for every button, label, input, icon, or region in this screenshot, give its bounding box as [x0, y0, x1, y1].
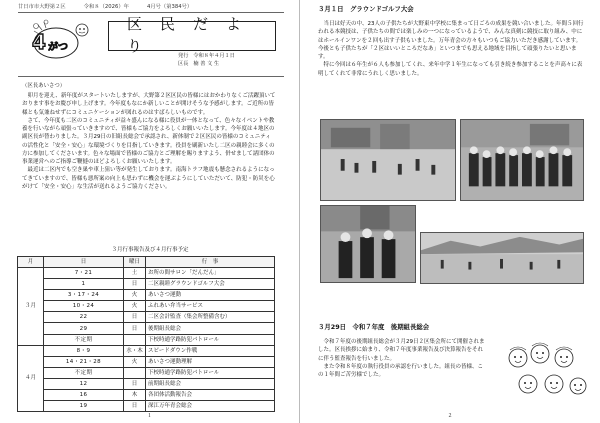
- cell-day: 19: [44, 401, 124, 412]
- col-dow: 曜日: [124, 257, 146, 268]
- top-rule: [18, 12, 284, 13]
- cell-dow: 火: [124, 290, 146, 301]
- cell-dow: 木: [124, 390, 146, 401]
- cell-dow: 日: [124, 323, 146, 334]
- col-day: 日: [44, 257, 124, 268]
- kumicho-paragraph: また令和８年度の執行役員の承認を行いました。組長の皆様、この１年間ご苦労様でした。: [318, 363, 484, 378]
- schedule-title: ３月行事報告及び４月行事予定: [111, 247, 189, 253]
- org-name: 廿日市市大野第２区: [18, 4, 66, 10]
- cell-dow: 土: [124, 268, 146, 279]
- table-row: [18, 279, 275, 290]
- greeting-body: [22, 92, 276, 191]
- gg-heading: ３月１日 グラウンドゴルフ大会: [318, 5, 414, 13]
- kids-illustration: [500, 340, 590, 412]
- cell-dow: 日: [124, 401, 146, 412]
- issue-year: 令和８（2026）年: [83, 4, 129, 10]
- svg-text:がつ: がつ: [48, 42, 68, 53]
- table-row: [18, 356, 275, 367]
- cell-dow: 火: [124, 356, 146, 367]
- gg-paragraph: 当日は好天の中、23人の子供たちが大野東中学校に集まって日ごろの成果を競い合いました。年間５回行われる本競技は、子供たちの間では楽しみの一つになっているようで、みんな真剣に競技に取り組み、中にはホールインワンを２回も出す子供もいました。万年青会の方々もいつもご協力いただき感謝しています。今後とも子供たちが「２区はいいところだなあ」といつまでも思える地域を目指して頑張りたいと思います。: [318, 21, 584, 60]
- cell-event: スピードダウン作戦: [146, 345, 275, 356]
- cell-dow: 火: [124, 301, 146, 312]
- kumicho-body: [318, 338, 486, 379]
- issue-number: 4月号（第384号）: [146, 4, 193, 10]
- cell-event: ふれあい弁当サービス: [146, 301, 275, 312]
- cell-event: 二区親睦グラウンドゴルフ大会: [146, 279, 275, 290]
- col-event: 行 事: [146, 257, 275, 268]
- masthead-info: [18, 4, 289, 12]
- cell-dow: [124, 367, 146, 378]
- table-row: [18, 367, 275, 378]
- table-header-row: [18, 257, 275, 268]
- cell-day: 14・21・28: [44, 356, 124, 367]
- cell-day: 7・21: [44, 268, 124, 279]
- cell-event: 前期組長総会: [146, 378, 275, 389]
- cell-day: 3・17・24: [44, 290, 124, 301]
- greeting-paragraph: 卯月を迎え、新年度がスタートいたしますが、大野第２区区民の皆様にはおかわりなくご活躍頂いております事をお慶び申し上げます。今年度もなにか新しいことが開けそうな予感がします。ご近所の皆様とも気兼ねせずにコミュニケーションが図れるのはすばらしいものです。: [22, 93, 276, 116]
- newsletter-title: 区民だより: [108, 21, 276, 51]
- cell-event: あいさつ運動: [146, 290, 275, 301]
- table-row: [18, 301, 275, 312]
- month-april: ４月: [18, 345, 44, 412]
- table-row: [18, 290, 275, 301]
- cell-event: 下校時通学路防犯パトロール: [146, 367, 275, 378]
- cell-dow: 日: [124, 378, 146, 389]
- schedule-table: [17, 256, 275, 412]
- cell-day: 16: [44, 390, 124, 401]
- photo-group-children: [460, 119, 584, 201]
- cell-event: 下校時通学路防犯パトロール: [146, 334, 275, 345]
- cell-day: 22: [44, 312, 124, 323]
- kumicho-heading: ３月29日 令和７年度 後期組長総会: [318, 323, 430, 331]
- cell-event: 後期組長総会: [146, 323, 275, 334]
- month-march: ３月: [18, 268, 44, 346]
- page-number-right: ２: [447, 412, 453, 419]
- table-row: [18, 268, 275, 279]
- publication-info: [178, 53, 278, 68]
- table-row: [18, 401, 275, 412]
- svg-text:4: 4: [32, 30, 46, 54]
- cell-dow: [124, 334, 146, 345]
- photo-field-wide: [420, 232, 584, 284]
- cell-event: 二区会計監査（集会所整備含む）: [146, 312, 275, 323]
- cell-dow: 水・木: [124, 345, 146, 356]
- april-logo: [24, 17, 94, 61]
- table-row: [18, 323, 275, 334]
- cell-day: 12: [44, 378, 124, 389]
- col-month: 月: [18, 257, 44, 268]
- table-row: [18, 378, 275, 389]
- kumicho-paragraph: 令和７年度の後期組長総会が３月29日２区集会所にて開催されました。区長挨拶に始まり、令和７年度事業報告及び決算報告をそれに伴う監査報告を行いました。: [318, 339, 485, 362]
- cell-event: 深江万年青会総会: [146, 401, 275, 412]
- greeting-paragraph: さて、今年度も二区のコミュニティが益々盛んになる様に役員が一体となって、色々なイベントや教養を行いながら頑張っていきますので、皆様もご協力をよろしくお願いいたします。今年度は４地区の副区長が替わりました。３月29日の旧組長総会で承認され、新体制で２区区民の皆様のコミュニティの活性化と「安全・安心」な環境づくりを目指していきます。役員を刷新いたし二区の親睦会に多くの方に参加してくださいます。色々な場面で皆様のご協力とご理解を賜りますよう、併せまして諸団体の事業運営へのご指導ご鞭撻のほどよろしくお願いいたします。: [22, 117, 275, 165]
- publish-date: 令和８年４月１日: [193, 53, 235, 59]
- cell-day: 不定期: [44, 367, 124, 378]
- editor-name: 楠 善 文 生: [193, 60, 220, 67]
- cell-dow: 日: [124, 312, 146, 323]
- cell-day: 1: [44, 279, 124, 290]
- table-row: [18, 312, 275, 323]
- photo-winners: [320, 205, 416, 283]
- table-row: [18, 334, 275, 345]
- greeting-paragraph: 最近は二区内でも空き巣や車上狙い等が発生しております。南海トラフ地震も懸念されるようになってきていますので、皆様も悪所案の向上も思わずに機会を運ぶようにしていただいて、防犯・防災を心がけて「安全・安心」な生活が送れるようご協力ください。: [22, 167, 275, 190]
- table-row: [18, 390, 275, 401]
- editor-label: 区長: [178, 60, 189, 67]
- photo-playing-field: [320, 119, 456, 201]
- page-number-left: １: [146, 412, 152, 419]
- cell-event: お所の間サロン「だんだん」: [146, 268, 275, 279]
- cell-event: あいさつ運動理解: [146, 356, 275, 367]
- gg-paragraph: 特に今回は６年生が６人も参加してくれ、来年中学１年生になっても引き続き参加することを声高々に表明してくれて非常にうれしく思いました。: [318, 62, 583, 77]
- cell-dow: 日: [124, 279, 146, 290]
- cell-event: 各団体活動報告会: [146, 390, 275, 401]
- cell-day: 29: [44, 323, 124, 334]
- publish-label: 発行: [178, 53, 189, 59]
- table-row: [18, 345, 275, 356]
- gg-body: [318, 20, 586, 78]
- cell-day: 10・24: [44, 301, 124, 312]
- greeting-heading: （区長あいさつ）: [22, 83, 66, 89]
- header-rule: [18, 76, 284, 77]
- cell-day: 8・9: [44, 345, 124, 356]
- cell-day: 不定期: [44, 334, 124, 345]
